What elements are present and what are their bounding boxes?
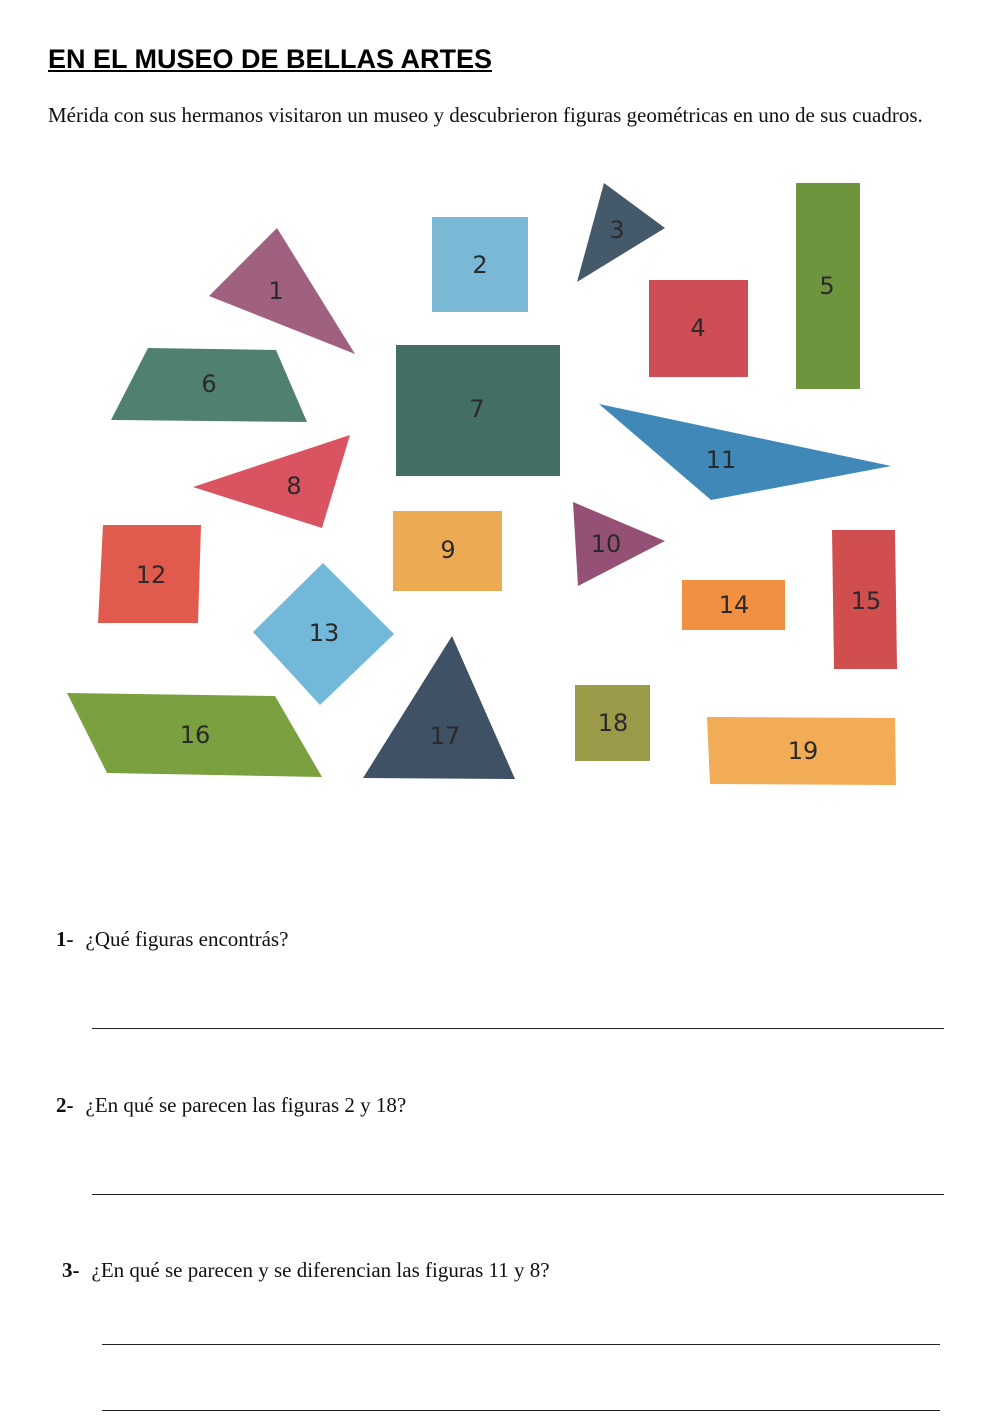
- figure-16-label: 16: [179, 721, 211, 749]
- figure-1-label: 1: [268, 277, 284, 305]
- figure-8-label: 8: [286, 472, 302, 500]
- figure-11-shape: [599, 404, 891, 500]
- figure-17-label: 17: [429, 722, 461, 750]
- figure-17-shape: [363, 636, 515, 779]
- figure-18-label: 18: [597, 709, 629, 737]
- page-title: EN EL MUSEO DE BELLAS ARTES: [48, 44, 493, 74]
- figure-14-label: 14: [718, 591, 750, 619]
- question-2: [56, 1093, 406, 1118]
- question-1-text: ¿Qué figuras encontrás?: [85, 927, 289, 951]
- figure-9-label: 9: [440, 536, 456, 564]
- intro-paragraph: Mérida con sus hermanos visitaron un museo y descubrieron figuras geométricas en uno de sus cuadros.: [48, 103, 923, 127]
- figure-10-label: 10: [590, 530, 622, 558]
- figure-5-label: 5: [819, 272, 835, 300]
- figure-3-label: 3: [609, 216, 625, 244]
- figure-4-label: 4: [690, 314, 706, 342]
- figure-19-label: 19: [787, 737, 819, 765]
- figure-15-label: 15: [850, 587, 882, 615]
- figure-12-label: 12: [135, 561, 167, 589]
- question-3-number: 3-: [62, 1258, 80, 1282]
- figure-7-label: 7: [469, 395, 485, 423]
- answer-line-3a[interactable]: [102, 1344, 940, 1345]
- figure-11-label: 11: [705, 446, 737, 474]
- question-1: [56, 927, 288, 952]
- question-2-number: 2-: [56, 1093, 74, 1117]
- question-1-number: 1-: [56, 927, 74, 951]
- question-3: [62, 1258, 550, 1283]
- figure-2-label: 2: [472, 251, 488, 279]
- question-2-text: ¿En qué se parecen las figuras 2 y 18?: [85, 1093, 407, 1117]
- figure-8-shape: [193, 435, 350, 528]
- question-3-text: ¿En qué se parecen y se diferencian las figuras 11 y 8?: [91, 1258, 550, 1282]
- figure-13-label: 13: [308, 619, 340, 647]
- figure-6-label: 6: [201, 370, 217, 398]
- answer-line-3b[interactable]: [102, 1410, 940, 1411]
- answer-line-2[interactable]: [92, 1194, 944, 1195]
- answer-line-1[interactable]: [92, 1028, 944, 1029]
